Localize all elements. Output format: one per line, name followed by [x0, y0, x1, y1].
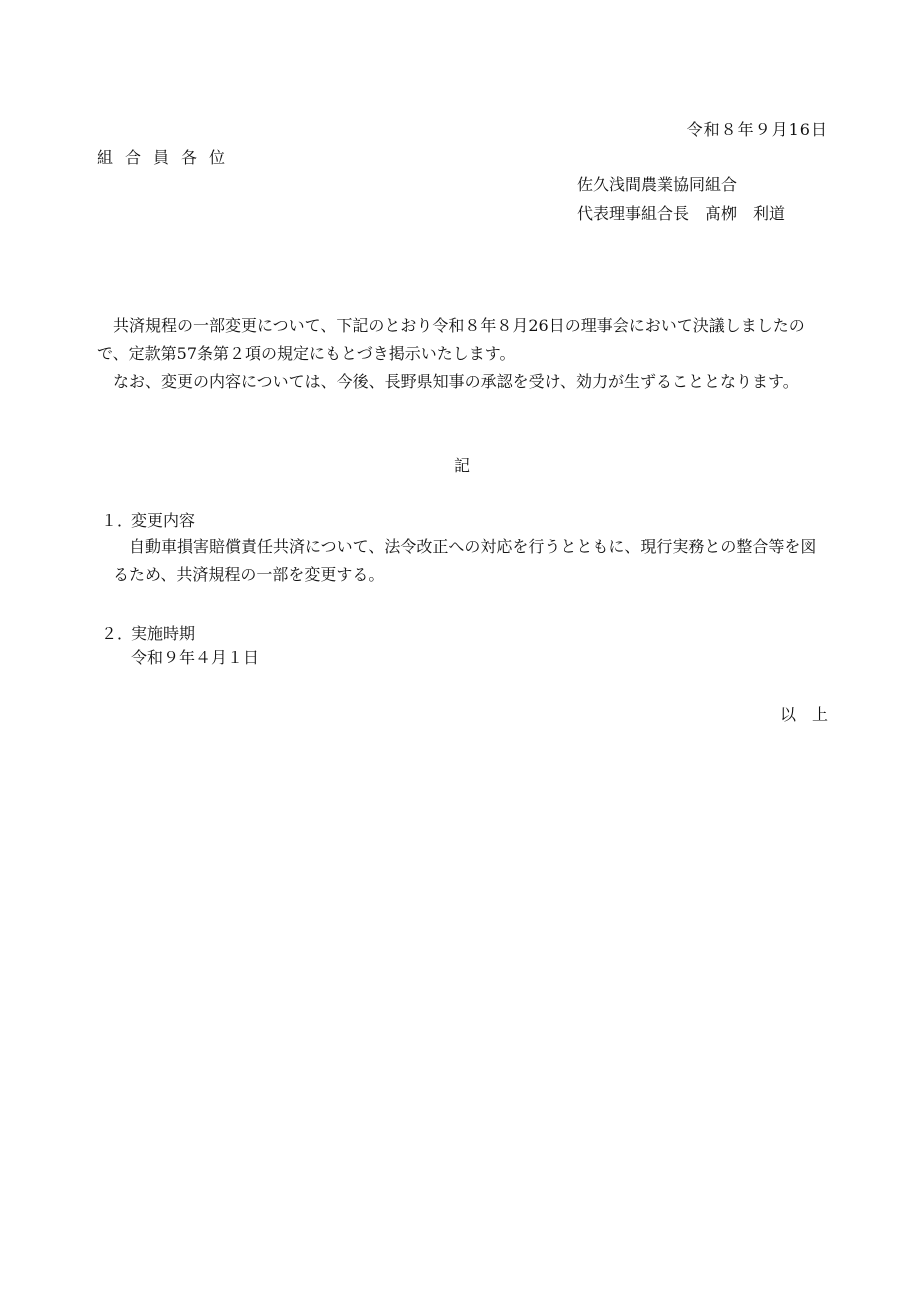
document-date: 令和８年９月16日 — [686, 120, 828, 139]
item-1-heading — [101, 513, 195, 529]
body-paragraph-1: 共済規程の一部変更について、下記のとおり令和８年８月26日の理事会において決議しましたので、定款第57条第２項の規定にもとづき掲示いたします。 — [97, 316, 805, 363]
item-1-title: 変更内容 — [131, 511, 196, 530]
item-2-title: 実施時期 — [131, 624, 196, 643]
item-1-number: １． — [101, 511, 134, 530]
item-1-content: 自動車損害賠償責任共済について、法令改正への対応を行うとともに、現行実務との整合等を図るため、共済規程の一部を変更する。 — [113, 537, 817, 584]
item-2-content: 令和９年４月１日 — [131, 648, 260, 667]
ki-heading: 記 — [454, 456, 471, 475]
item-2-number: ２． — [101, 624, 134, 643]
closing-ijo: 以上 — [779, 705, 844, 724]
addressee: 組合員各位 — [97, 148, 238, 167]
item-2-heading — [101, 626, 195, 642]
body-paragraph-2: なお、変更の内容については、今後、長野県知事の承認を受け、効力が生ずることとなります。 — [113, 372, 799, 391]
representative-name: 代表理事組合長 髙栁 利道 — [577, 204, 786, 223]
organization-name: 佐久浅間農業協同組合 — [577, 175, 738, 194]
